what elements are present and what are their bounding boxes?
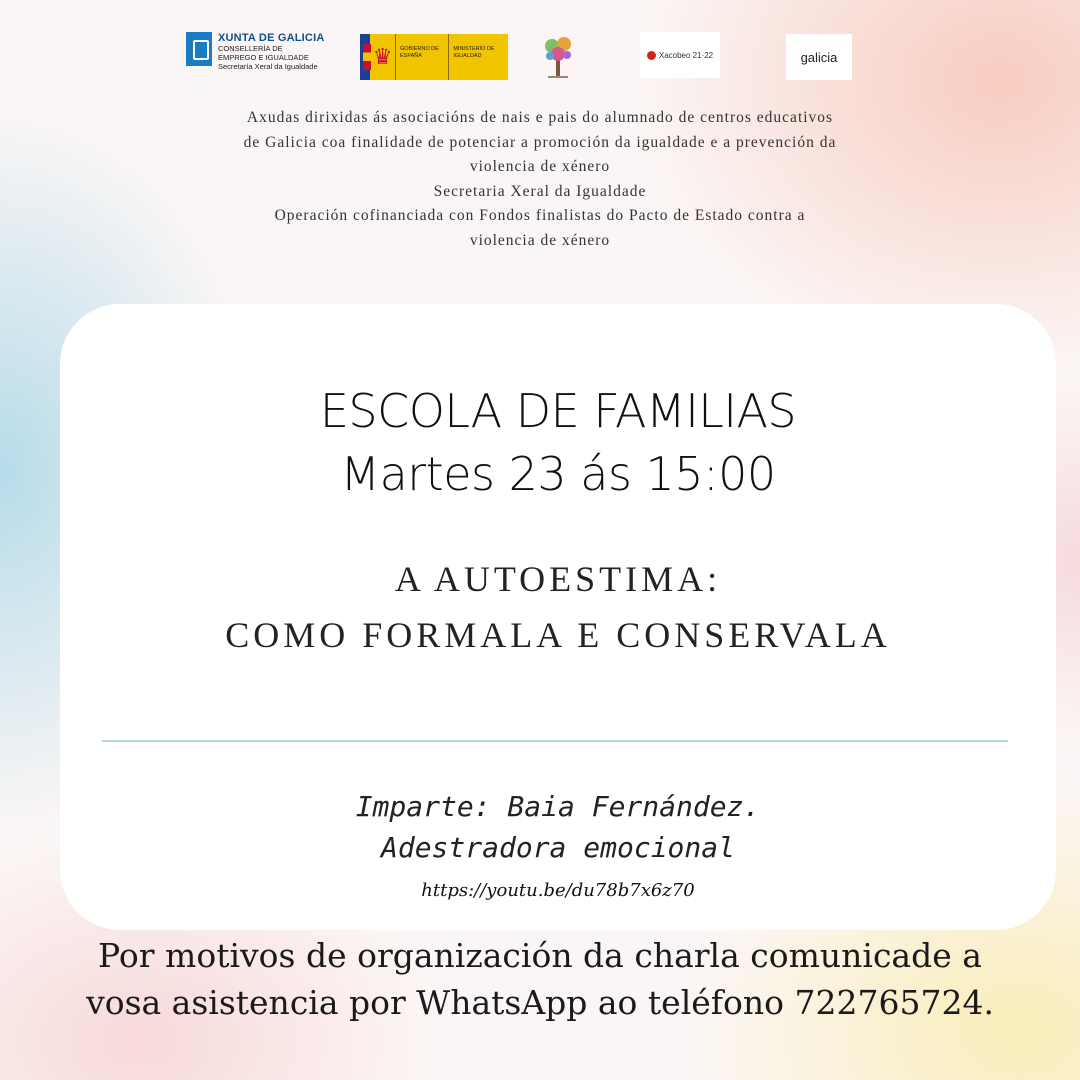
talk-topic-line2: COMO FORMALA E CONSERVALA <box>225 615 891 655</box>
tree-icon <box>540 30 576 82</box>
xacobeo-label: Xacobeo 21·22 <box>658 50 714 60</box>
spain-coat-of-arms-icon: ♛ <box>372 44 393 70</box>
xunta-title: XUNTA DE GALICIA <box>218 32 325 44</box>
funding-line: Axudas dirixidas ás asociacións de nais e pais do alumnado de centros educativos <box>246 109 834 126</box>
ampa-tree-logo <box>540 30 576 82</box>
youtube-link[interactable]: https://youtu.be/du78b7x6z70 <box>421 880 695 901</box>
gobierno-label: GOBIERNO DE ESPAÑA <box>395 34 448 80</box>
funding-line: Secretaria Xeral da Igualdade <box>433 182 647 200</box>
event-title: ESCOLA DE FAMILIAS <box>319 384 797 438</box>
event-card <box>60 304 1056 930</box>
funding-line: de Galicia coa finalidade de potenciar a promoción da igualdade e a prevención da <box>243 133 837 151</box>
xunta-emblem-icon <box>186 32 212 66</box>
event-datetime: Martes 23 ás 15:00 <box>340 447 776 501</box>
xacobeo-logo <box>640 32 720 78</box>
sponsor-logos <box>0 28 1080 88</box>
xunta-line: CONSELLERÍA DE <box>218 44 283 53</box>
speaker-role: Adestradora emocional <box>380 831 735 864</box>
talk-topic-line1: A AUTOESTIMA: <box>394 559 722 599</box>
attendance-line1: Por motivos de organización da charla comunicade a <box>98 936 982 975</box>
attendance-notice <box>0 932 1080 1026</box>
xunta-line: EMPREGO E IGUALDADE <box>218 53 309 62</box>
galicia-logo <box>786 34 852 80</box>
attendance-line2: vosa asistencia por WhatsApp ao teléfono 722765724. <box>86 983 994 1022</box>
galicia-label: galicia <box>800 49 838 65</box>
xunta-de-galicia-logo <box>186 32 326 82</box>
funding-line: Operación cofinanciada con Fondos finalistas do Pacto de Estado contra a <box>274 207 806 224</box>
xacobeo-mark-icon <box>647 51 656 60</box>
spain-flag-icon <box>360 34 370 80</box>
ministerio-label: MINISTERIO DE IGUALDAD <box>448 34 508 80</box>
funding-line: violencia de xénero <box>469 158 611 175</box>
speaker-name: Imparte: Baia Fernández. <box>355 790 761 823</box>
gobierno-de-espana-logo <box>360 34 508 80</box>
divider <box>102 740 1008 742</box>
funding-notice <box>180 106 900 253</box>
xunta-line: Secretaría Xeral da Igualdade <box>218 62 318 71</box>
funding-line: violencia de xénero <box>469 231 611 249</box>
